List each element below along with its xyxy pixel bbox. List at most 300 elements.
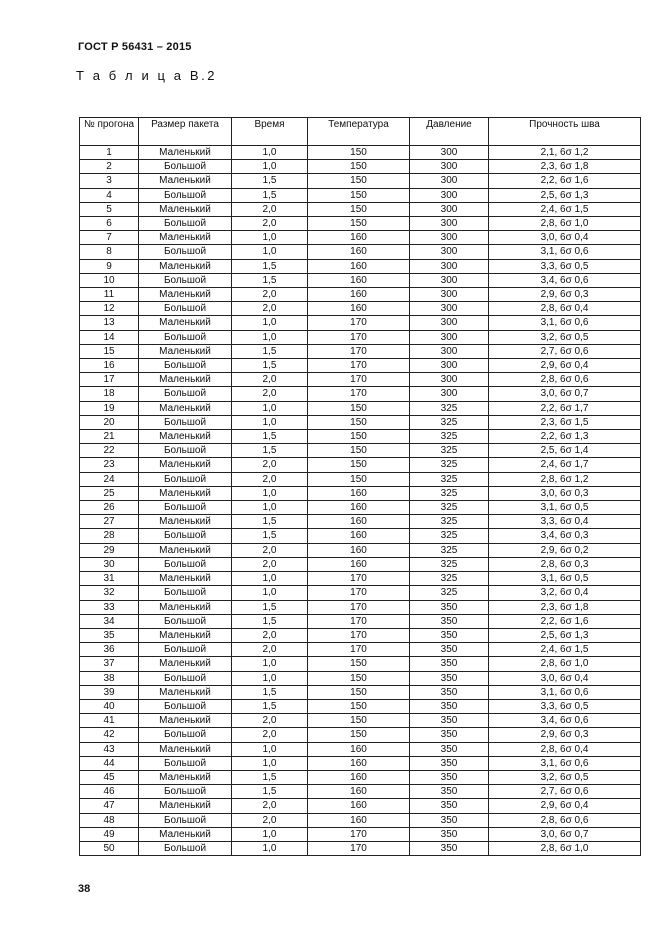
seam-strength-cell: 3,2, 6σ 0,4 bbox=[489, 586, 641, 600]
package-size-cell: Маленький bbox=[139, 543, 232, 557]
table-row bbox=[80, 643, 641, 657]
time-cell: 1,0 bbox=[232, 415, 308, 429]
package-size-cell: Маленький bbox=[139, 685, 232, 699]
temperature-cell: 170 bbox=[308, 628, 410, 642]
temperature-cell: 170 bbox=[308, 373, 410, 387]
package-size-cell: Большой bbox=[139, 586, 232, 600]
pressure-cell: 300 bbox=[410, 373, 489, 387]
seam-strength-cell: 2,4, 6σ 1,5 bbox=[489, 202, 641, 216]
table-row bbox=[80, 259, 641, 273]
time-cell: 1,0 bbox=[232, 841, 308, 855]
pressure-cell: 325 bbox=[410, 444, 489, 458]
pressure-cell: 300 bbox=[410, 231, 489, 245]
time-cell: 1,5 bbox=[232, 444, 308, 458]
pressure-cell: 325 bbox=[410, 430, 489, 444]
time-cell: 1,0 bbox=[232, 316, 308, 330]
run-number-cell: 6 bbox=[80, 217, 139, 231]
time-cell: 2,0 bbox=[232, 557, 308, 571]
seam-strength-cell: 3,4, 6σ 0,6 bbox=[489, 273, 641, 287]
temperature-cell: 160 bbox=[308, 813, 410, 827]
run-number-cell: 44 bbox=[80, 756, 139, 770]
pressure-cell: 350 bbox=[410, 742, 489, 756]
package-size-cell: Большой bbox=[139, 756, 232, 770]
table-row bbox=[80, 813, 641, 827]
seam-strength-cell: 2,8, 6σ 0,4 bbox=[489, 302, 641, 316]
seam-strength-cell: 2,3, 6σ 1,8 bbox=[489, 160, 641, 174]
time-cell: 1,5 bbox=[232, 600, 308, 614]
run-number-cell: 10 bbox=[80, 273, 139, 287]
seam-strength-cell: 3,0, 6σ 0,4 bbox=[489, 671, 641, 685]
seam-strength-cell: 2,2, 6σ 1,3 bbox=[489, 430, 641, 444]
time-cell: 1,5 bbox=[232, 188, 308, 202]
run-number-cell: 46 bbox=[80, 785, 139, 799]
seam-strength-cell: 3,0, 6σ 0,3 bbox=[489, 486, 641, 500]
package-size-cell: Маленький bbox=[139, 827, 232, 841]
seam-strength-cell: 2,9, 6σ 0,2 bbox=[489, 543, 641, 557]
table-row bbox=[80, 472, 641, 486]
temperature-cell: 150 bbox=[308, 657, 410, 671]
data-table bbox=[79, 117, 641, 856]
pressure-cell: 300 bbox=[410, 188, 489, 202]
table-row bbox=[80, 714, 641, 728]
seam-strength-cell: 2,8, 6σ 0,3 bbox=[489, 557, 641, 571]
table-row bbox=[80, 188, 641, 202]
time-cell: 1,0 bbox=[232, 572, 308, 586]
pressure-cell: 300 bbox=[410, 302, 489, 316]
temperature-cell: 160 bbox=[308, 259, 410, 273]
run-number-cell: 22 bbox=[80, 444, 139, 458]
package-size-cell: Большой bbox=[139, 728, 232, 742]
time-cell: 1,0 bbox=[232, 245, 308, 259]
run-number-cell: 42 bbox=[80, 728, 139, 742]
pressure-cell: 350 bbox=[410, 714, 489, 728]
seam-strength-cell: 3,0, 6σ 0,7 bbox=[489, 827, 641, 841]
pressure-cell: 325 bbox=[410, 572, 489, 586]
time-cell: 1,5 bbox=[232, 259, 308, 273]
seam-strength-cell: 3,1, 6σ 0,5 bbox=[489, 572, 641, 586]
pressure-cell: 325 bbox=[410, 415, 489, 429]
table-row bbox=[80, 401, 641, 415]
pressure-cell: 300 bbox=[410, 174, 489, 188]
run-number-cell: 47 bbox=[80, 799, 139, 813]
pressure-cell: 300 bbox=[410, 245, 489, 259]
temperature-cell: 150 bbox=[308, 728, 410, 742]
seam-strength-cell: 2,3, 6σ 1,5 bbox=[489, 415, 641, 429]
table-row bbox=[80, 827, 641, 841]
seam-strength-cell: 3,1, 6σ 0,6 bbox=[489, 245, 641, 259]
seam-strength-cell: 2,2, 6σ 1,7 bbox=[489, 401, 641, 415]
table-row bbox=[80, 415, 641, 429]
temperature-cell: 170 bbox=[308, 344, 410, 358]
temperature-cell: 150 bbox=[308, 174, 410, 188]
seam-strength-cell: 2,9, 6σ 0,3 bbox=[489, 728, 641, 742]
column-header-run-number: № прогона bbox=[80, 118, 139, 146]
package-size-cell: Маленький bbox=[139, 572, 232, 586]
package-size-cell: Маленький bbox=[139, 742, 232, 756]
temperature-cell: 150 bbox=[308, 714, 410, 728]
run-number-cell: 39 bbox=[80, 685, 139, 699]
run-number-cell: 4 bbox=[80, 188, 139, 202]
pressure-cell: 350 bbox=[410, 614, 489, 628]
package-size-cell: Большой bbox=[139, 245, 232, 259]
table-row bbox=[80, 586, 641, 600]
pressure-cell: 350 bbox=[410, 799, 489, 813]
package-size-cell: Маленький bbox=[139, 458, 232, 472]
pressure-cell: 300 bbox=[410, 146, 489, 160]
time-cell: 2,0 bbox=[232, 799, 308, 813]
time-cell: 1,0 bbox=[232, 330, 308, 344]
table-row bbox=[80, 359, 641, 373]
package-size-cell: Большой bbox=[139, 557, 232, 571]
temperature-cell: 150 bbox=[308, 458, 410, 472]
run-number-cell: 33 bbox=[80, 600, 139, 614]
pressure-cell: 300 bbox=[410, 330, 489, 344]
run-number-cell: 19 bbox=[80, 401, 139, 415]
package-size-cell: Маленький bbox=[139, 657, 232, 671]
run-number-cell: 16 bbox=[80, 359, 139, 373]
temperature-cell: 150 bbox=[308, 699, 410, 713]
temperature-cell: 150 bbox=[308, 472, 410, 486]
run-number-cell: 11 bbox=[80, 288, 139, 302]
package-size-cell: Маленький bbox=[139, 288, 232, 302]
table-row bbox=[80, 515, 641, 529]
seam-strength-cell: 2,5, 6σ 1,3 bbox=[489, 188, 641, 202]
seam-strength-cell: 2,5, 6σ 1,4 bbox=[489, 444, 641, 458]
package-size-cell: Маленький bbox=[139, 146, 232, 160]
temperature-cell: 160 bbox=[308, 231, 410, 245]
seam-strength-cell: 2,9, 6σ 0,4 bbox=[489, 799, 641, 813]
temperature-cell: 150 bbox=[308, 217, 410, 231]
time-cell: 1,0 bbox=[232, 486, 308, 500]
run-number-cell: 21 bbox=[80, 430, 139, 444]
package-size-cell: Большой bbox=[139, 302, 232, 316]
pressure-cell: 350 bbox=[410, 756, 489, 770]
time-cell: 1,5 bbox=[232, 529, 308, 543]
time-cell: 1,0 bbox=[232, 827, 308, 841]
package-size-cell: Большой bbox=[139, 415, 232, 429]
time-cell: 2,0 bbox=[232, 543, 308, 557]
pressure-cell: 325 bbox=[410, 472, 489, 486]
run-number-cell: 45 bbox=[80, 770, 139, 784]
package-size-cell: Большой bbox=[139, 472, 232, 486]
time-cell: 1,0 bbox=[232, 586, 308, 600]
table-row bbox=[80, 501, 641, 515]
time-cell: 1,0 bbox=[232, 401, 308, 415]
table-row bbox=[80, 742, 641, 756]
package-size-cell: Маленький bbox=[139, 316, 232, 330]
pressure-cell: 350 bbox=[410, 785, 489, 799]
temperature-cell: 150 bbox=[308, 401, 410, 415]
seam-strength-cell: 2,4, 6σ 1,5 bbox=[489, 643, 641, 657]
pressure-cell: 350 bbox=[410, 657, 489, 671]
column-header-pressure: Давление bbox=[410, 118, 489, 146]
column-header-seam-strength: Прочность шва bbox=[489, 118, 641, 146]
temperature-cell: 160 bbox=[308, 302, 410, 316]
temperature-cell: 150 bbox=[308, 146, 410, 160]
temperature-cell: 160 bbox=[308, 273, 410, 287]
temperature-cell: 170 bbox=[308, 330, 410, 344]
table-row bbox=[80, 288, 641, 302]
table-row bbox=[80, 444, 641, 458]
temperature-cell: 160 bbox=[308, 245, 410, 259]
table-row bbox=[80, 430, 641, 444]
seam-strength-cell: 2,8, 6σ 0,6 bbox=[489, 813, 641, 827]
seam-strength-cell: 3,4, 6σ 0,3 bbox=[489, 529, 641, 543]
package-size-cell: Маленький bbox=[139, 486, 232, 500]
pressure-cell: 300 bbox=[410, 217, 489, 231]
column-header-package-size: Размер пакета bbox=[139, 118, 232, 146]
pressure-cell: 325 bbox=[410, 557, 489, 571]
temperature-cell: 150 bbox=[308, 444, 410, 458]
pressure-cell: 300 bbox=[410, 387, 489, 401]
temperature-cell: 160 bbox=[308, 756, 410, 770]
table-row bbox=[80, 486, 641, 500]
table-row bbox=[80, 699, 641, 713]
run-number-cell: 2 bbox=[80, 160, 139, 174]
package-size-cell: Маленький bbox=[139, 799, 232, 813]
seam-strength-cell: 3,2, 6σ 0,5 bbox=[489, 770, 641, 784]
pressure-cell: 350 bbox=[410, 600, 489, 614]
run-number-cell: 29 bbox=[80, 543, 139, 557]
table-row bbox=[80, 387, 641, 401]
package-size-cell: Маленький bbox=[139, 344, 232, 358]
package-size-cell: Маленький bbox=[139, 770, 232, 784]
page-number: 38 bbox=[78, 883, 91, 895]
package-size-cell: Маленький bbox=[139, 259, 232, 273]
temperature-cell: 160 bbox=[308, 486, 410, 500]
pressure-cell: 350 bbox=[410, 813, 489, 827]
time-cell: 2,0 bbox=[232, 643, 308, 657]
table-row bbox=[80, 231, 641, 245]
pressure-cell: 325 bbox=[410, 486, 489, 500]
package-size-cell: Большой bbox=[139, 217, 232, 231]
time-cell: 2,0 bbox=[232, 387, 308, 401]
time-cell: 2,0 bbox=[232, 728, 308, 742]
package-size-cell: Большой bbox=[139, 813, 232, 827]
table-row bbox=[80, 344, 641, 358]
pressure-cell: 350 bbox=[410, 770, 489, 784]
run-number-cell: 20 bbox=[80, 415, 139, 429]
pressure-cell: 325 bbox=[410, 501, 489, 515]
package-size-cell: Маленький bbox=[139, 600, 232, 614]
run-number-cell: 8 bbox=[80, 245, 139, 259]
run-number-cell: 12 bbox=[80, 302, 139, 316]
pressure-cell: 350 bbox=[410, 699, 489, 713]
run-number-cell: 3 bbox=[80, 174, 139, 188]
table-row bbox=[80, 614, 641, 628]
run-number-cell: 38 bbox=[80, 671, 139, 685]
table-row bbox=[80, 543, 641, 557]
run-number-cell: 27 bbox=[80, 515, 139, 529]
package-size-cell: Большой bbox=[139, 273, 232, 287]
table-row bbox=[80, 458, 641, 472]
seam-strength-cell: 3,3, 6σ 0,5 bbox=[489, 259, 641, 273]
time-cell: 1,0 bbox=[232, 742, 308, 756]
run-number-cell: 15 bbox=[80, 344, 139, 358]
time-cell: 2,0 bbox=[232, 714, 308, 728]
table-row bbox=[80, 785, 641, 799]
pressure-cell: 300 bbox=[410, 202, 489, 216]
time-cell: 1,0 bbox=[232, 231, 308, 245]
package-size-cell: Большой bbox=[139, 387, 232, 401]
seam-strength-cell: 2,7, 6σ 0,6 bbox=[489, 344, 641, 358]
table-row bbox=[80, 799, 641, 813]
package-size-cell: Большой bbox=[139, 359, 232, 373]
time-cell: 2,0 bbox=[232, 373, 308, 387]
package-size-cell: Маленький bbox=[139, 373, 232, 387]
temperature-cell: 170 bbox=[308, 841, 410, 855]
package-size-cell: Большой bbox=[139, 671, 232, 685]
time-cell: 1,5 bbox=[232, 430, 308, 444]
package-size-cell: Большой bbox=[139, 188, 232, 202]
temperature-cell: 170 bbox=[308, 586, 410, 600]
run-number-cell: 36 bbox=[80, 643, 139, 657]
run-number-cell: 9 bbox=[80, 259, 139, 273]
table-body bbox=[80, 146, 641, 856]
pressure-cell: 325 bbox=[410, 586, 489, 600]
time-cell: 2,0 bbox=[232, 202, 308, 216]
seam-strength-cell: 2,1, 6σ 1,2 bbox=[489, 146, 641, 160]
package-size-cell: Маленький bbox=[139, 231, 232, 245]
package-size-cell: Маленький bbox=[139, 174, 232, 188]
temperature-cell: 150 bbox=[308, 685, 410, 699]
run-number-cell: 17 bbox=[80, 373, 139, 387]
table-row bbox=[80, 273, 641, 287]
run-number-cell: 26 bbox=[80, 501, 139, 515]
time-cell: 2,0 bbox=[232, 288, 308, 302]
temperature-cell: 170 bbox=[308, 827, 410, 841]
temperature-cell: 160 bbox=[308, 557, 410, 571]
package-size-cell: Большой bbox=[139, 501, 232, 515]
temperature-cell: 160 bbox=[308, 742, 410, 756]
time-cell: 2,0 bbox=[232, 472, 308, 486]
table-row bbox=[80, 600, 641, 614]
package-size-cell: Маленький bbox=[139, 401, 232, 415]
table-row bbox=[80, 557, 641, 571]
seam-strength-cell: 3,0, 6σ 0,7 bbox=[489, 387, 641, 401]
time-cell: 1,5 bbox=[232, 344, 308, 358]
column-header-temperature: Температура bbox=[308, 118, 410, 146]
temperature-cell: 170 bbox=[308, 359, 410, 373]
time-cell: 2,0 bbox=[232, 458, 308, 472]
table-row bbox=[80, 529, 641, 543]
table-row bbox=[80, 373, 641, 387]
pressure-cell: 350 bbox=[410, 685, 489, 699]
table-row bbox=[80, 316, 641, 330]
pressure-cell: 350 bbox=[410, 628, 489, 642]
temperature-cell: 170 bbox=[308, 614, 410, 628]
pressure-cell: 300 bbox=[410, 273, 489, 287]
temperature-cell: 160 bbox=[308, 501, 410, 515]
run-number-cell: 5 bbox=[80, 202, 139, 216]
pressure-cell: 325 bbox=[410, 529, 489, 543]
package-size-cell: Большой bbox=[139, 330, 232, 344]
time-cell: 2,0 bbox=[232, 217, 308, 231]
pressure-cell: 325 bbox=[410, 401, 489, 415]
table-row bbox=[80, 728, 641, 742]
seam-strength-cell: 2,8, 6σ 1,2 bbox=[489, 472, 641, 486]
temperature-cell: 160 bbox=[308, 785, 410, 799]
table-row bbox=[80, 770, 641, 784]
pressure-cell: 300 bbox=[410, 344, 489, 358]
package-size-cell: Большой bbox=[139, 699, 232, 713]
seam-strength-cell: 2,2, 6σ 1,6 bbox=[489, 614, 641, 628]
time-cell: 2,0 bbox=[232, 628, 308, 642]
run-number-cell: 7 bbox=[80, 231, 139, 245]
time-cell: 1,5 bbox=[232, 770, 308, 784]
seam-strength-cell: 2,2, 6σ 1,6 bbox=[489, 174, 641, 188]
run-number-cell: 32 bbox=[80, 586, 139, 600]
pressure-cell: 325 bbox=[410, 515, 489, 529]
package-size-cell: Маленький bbox=[139, 430, 232, 444]
seam-strength-cell: 2,9, 6σ 0,3 bbox=[489, 288, 641, 302]
pressure-cell: 350 bbox=[410, 671, 489, 685]
temperature-cell: 160 bbox=[308, 515, 410, 529]
temperature-cell: 170 bbox=[308, 316, 410, 330]
table-row bbox=[80, 146, 641, 160]
table-row bbox=[80, 685, 641, 699]
time-cell: 1,0 bbox=[232, 671, 308, 685]
pressure-cell: 325 bbox=[410, 458, 489, 472]
package-size-cell: Большой bbox=[139, 785, 232, 799]
seam-strength-cell: 3,4, 6σ 0,6 bbox=[489, 714, 641, 728]
time-cell: 1,5 bbox=[232, 273, 308, 287]
time-cell: 1,0 bbox=[232, 501, 308, 515]
time-cell: 1,5 bbox=[232, 174, 308, 188]
pressure-cell: 300 bbox=[410, 259, 489, 273]
table-row bbox=[80, 217, 641, 231]
seam-strength-cell: 3,1, 6σ 0,6 bbox=[489, 685, 641, 699]
temperature-cell: 160 bbox=[308, 770, 410, 784]
time-cell: 1,0 bbox=[232, 657, 308, 671]
package-size-cell: Большой bbox=[139, 643, 232, 657]
time-cell: 1,0 bbox=[232, 756, 308, 770]
run-number-cell: 18 bbox=[80, 387, 139, 401]
temperature-cell: 160 bbox=[308, 799, 410, 813]
seam-strength-cell: 2,8, 6σ 1,0 bbox=[489, 841, 641, 855]
run-number-cell: 41 bbox=[80, 714, 139, 728]
table-row bbox=[80, 671, 641, 685]
time-cell: 1,5 bbox=[232, 515, 308, 529]
time-cell: 2,0 bbox=[232, 813, 308, 827]
package-size-cell: Большой bbox=[139, 529, 232, 543]
seam-strength-cell: 3,1, 6σ 0,5 bbox=[489, 501, 641, 515]
column-header-time: Время bbox=[232, 118, 308, 146]
temperature-cell: 170 bbox=[308, 387, 410, 401]
table-row bbox=[80, 330, 641, 344]
standard-designation: ГОСТ Р 56431 – 2015 bbox=[78, 41, 192, 53]
temperature-cell: 150 bbox=[308, 671, 410, 685]
run-number-cell: 40 bbox=[80, 699, 139, 713]
temperature-cell: 150 bbox=[308, 160, 410, 174]
seam-strength-cell: 2,4, 6σ 1,7 bbox=[489, 458, 641, 472]
temperature-cell: 160 bbox=[308, 288, 410, 302]
package-size-cell: Большой bbox=[139, 160, 232, 174]
temperature-cell: 170 bbox=[308, 643, 410, 657]
table-row bbox=[80, 245, 641, 259]
package-size-cell: Маленький bbox=[139, 714, 232, 728]
table-row bbox=[80, 628, 641, 642]
package-size-cell: Большой bbox=[139, 444, 232, 458]
run-number-cell: 23 bbox=[80, 458, 139, 472]
temperature-cell: 160 bbox=[308, 543, 410, 557]
package-size-cell: Большой bbox=[139, 841, 232, 855]
run-number-cell: 30 bbox=[80, 557, 139, 571]
pressure-cell: 350 bbox=[410, 841, 489, 855]
run-number-cell: 1 bbox=[80, 146, 139, 160]
time-cell: 1,5 bbox=[232, 785, 308, 799]
table-row bbox=[80, 160, 641, 174]
